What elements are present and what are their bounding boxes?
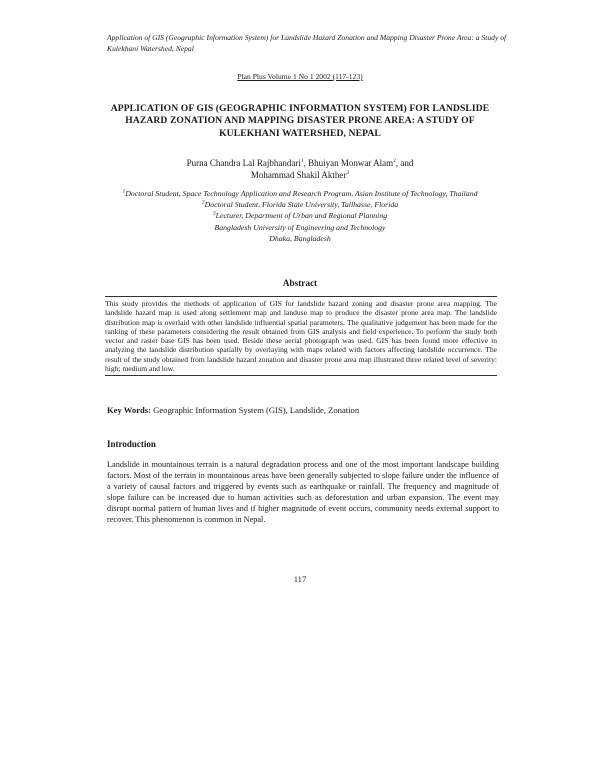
affiliation-text: Doctoral Student, Florida State University, Tallhasse, Florida bbox=[204, 200, 399, 210]
affiliation-line bbox=[107, 199, 493, 210]
author-affiliation-mark: 3 bbox=[346, 170, 350, 176]
keywords-label: Key Words: bbox=[107, 405, 152, 415]
affiliation-line bbox=[107, 188, 493, 199]
keywords bbox=[107, 405, 499, 416]
author-affiliation-mark: 1 bbox=[300, 158, 304, 164]
author-list bbox=[0, 157, 600, 181]
affiliation-text: Bangladesh University of Engineering and Technology bbox=[214, 222, 386, 232]
journal-reference: Plan Plus Volume 1 No 1 2002 (117-123) bbox=[237, 72, 363, 81]
affiliation-text: Doctoral Student, Space Technology Application and Research Program, Asian Institute of Technology, Thailand bbox=[125, 189, 478, 198]
affiliation-mark: 2 bbox=[201, 199, 205, 206]
affiliation-mark: 3 bbox=[212, 210, 216, 217]
affiliation-line bbox=[107, 222, 493, 233]
page-number: 117 bbox=[293, 574, 307, 584]
keywords-text: Geographic Information System (GIS), Landslide, Zonation bbox=[151, 405, 360, 415]
paper-title: APPLICATION OF GIS (GEOGRAPHIC INFORMATION SYSTEM) FOR LANDSLIDE HAZARD ZONATION AND MAPPING DISASTER PRONE AREA: A STUDY OF KULEKHANI WATERSHED, NEPAL bbox=[110, 103, 490, 139]
author-name: Bhuiyan Monwar Alam bbox=[308, 158, 394, 168]
author-affiliation-mark: 2 bbox=[393, 158, 396, 164]
running-header: Application of GIS (Geographic Information System) for Landslide Hazard Zonation and Mapping Disaster Prone Area: a Study of Kulekhani Watershed, Nepal bbox=[107, 33, 507, 53]
abstract-heading: Abstract bbox=[282, 278, 318, 288]
affiliation-text: Dhaka, Bangladesh bbox=[269, 233, 331, 243]
affiliation-text: Lecturer, Department of Urban and Regional Planning bbox=[215, 211, 388, 221]
abstract-box bbox=[105, 296, 497, 376]
introduction-paragraph: Landslide in mountainous terrain is a natural degradation process and one of the most important landscape building factors. Most of the terrain in mountainous areas have been generally subjected to slope failure under the influence of a variety of causal factors and triggered by events such as earthquake or rainfall. The frequency and magnitude of slope failure can be increased due to human activities such as deforestation and urban expansion. The event may disrupt normal pattern of human lives and if higher magnitude of event occurs, community needs external support to recover. This phenomenon is common in Nepal. bbox=[107, 460, 499, 524]
author-separator: , and bbox=[395, 158, 414, 168]
section-heading-introduction: Introduction bbox=[107, 439, 156, 449]
author-name: Mohammad Shakil Akther bbox=[250, 170, 347, 180]
author-separator: , bbox=[303, 158, 309, 168]
affiliation-line bbox=[107, 210, 493, 221]
affiliation-list bbox=[107, 188, 493, 244]
author-name: Purna Chandra Lal Rajbhandari bbox=[186, 158, 301, 168]
abstract-text: This study provides the methods of application of GIS for landslide hazard zoning and disaster prone area mapping. The landslide hazard map is used along settlement map and landuse map to produce the disaster prone area map. The landslide distribution map is overlaid with other landslide influential spatial parameters. The qualitative judgement has been made for the ranking of these parameters considering the result obtained from GIS analysis and field experience. To perform the study both vector and raster base GIS has been used. Beside these aerial photograph was used. GIS has been found more effective in analyzing the landslide distribution spatially by overlaying with maps related with factors affecting landslide occurrence. The result of the study obtained from landslide hazard zonation and disaster prone area map illustrated three related level of severity: high; medium and low. bbox=[105, 299, 497, 374]
affiliation-line bbox=[107, 233, 493, 244]
affiliation-mark: 1 bbox=[122, 188, 126, 195]
